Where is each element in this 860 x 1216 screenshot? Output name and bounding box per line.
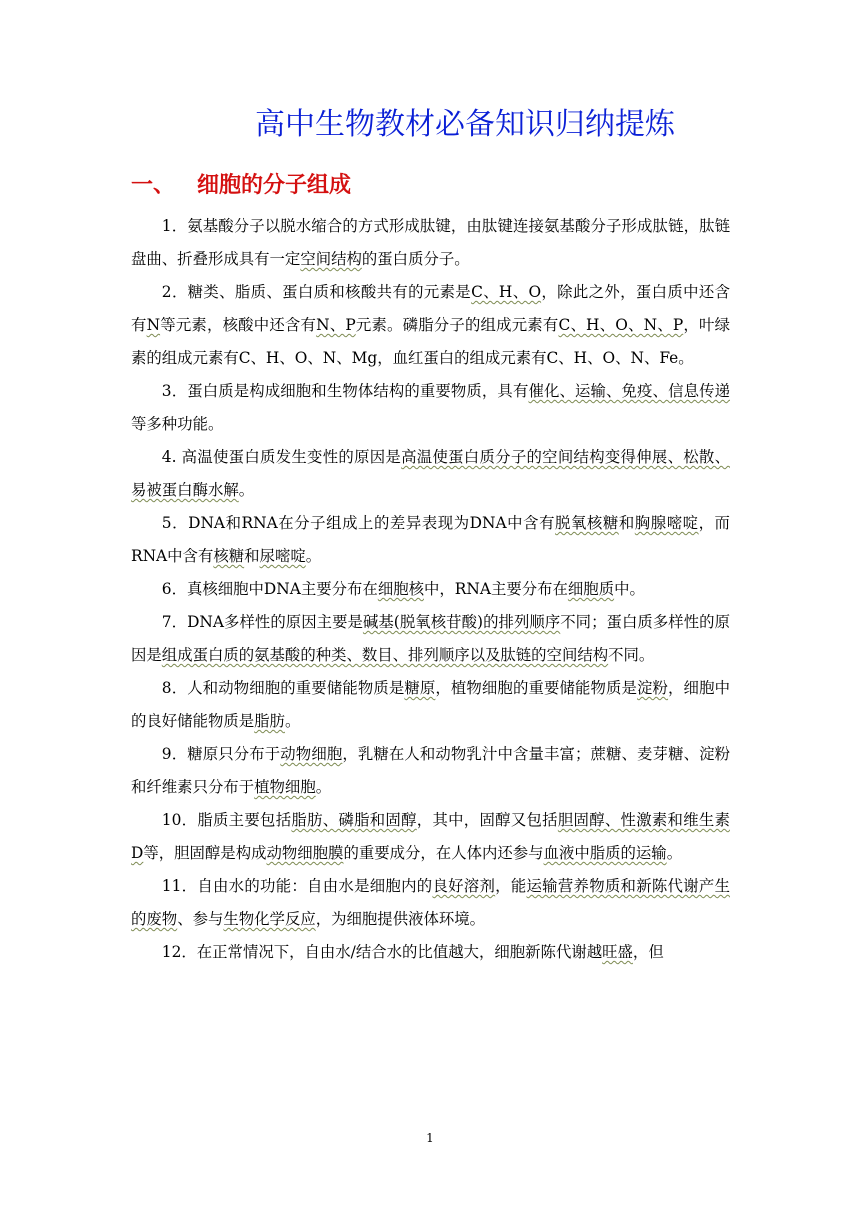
underlined-key-term: 脂肪 — [254, 712, 285, 730]
underlined-key-term: 尿嘧啶 — [259, 547, 306, 565]
paragraph-text: 4. 高温使蛋白质发生变性的原因是 — [161, 448, 402, 466]
paragraph-text: 9．糖原只分布于 — [161, 745, 281, 763]
paragraph-text: 等多种功能。 — [131, 415, 224, 433]
paragraph-text: 8．人和动物细胞的重要储能物质是 — [161, 679, 405, 697]
paragraph-text: 中。 — [614, 580, 645, 598]
underlined-key-term: 脱氧核糖 — [555, 514, 619, 532]
paragraph-text: ，而RNA中含有 — [131, 514, 730, 565]
paragraph-text: ，但 — [632, 943, 664, 961]
paragraph-text: 12．在正常情况下，自由水/结合水的比值越大，细胞新陈代谢越 — [161, 943, 603, 961]
underlined-key-term: 脂肪、磷脂和固醇 — [291, 811, 417, 829]
paragraph-text: 。 — [284, 712, 301, 730]
paragraph-text: 11．自由水的功能：自由水是细胞内的 — [161, 877, 433, 895]
paragraph-text: 等元素，核酸中还含有 — [160, 316, 317, 334]
underlined-key-term: 高温使蛋白质分子的空间结构变得伸展、松散、易被蛋白酶水解 — [131, 448, 730, 499]
page-number: 1 — [426, 1131, 434, 1145]
underlined-key-term: 碱基(脱氧核苷酸)的排列顺序 — [362, 613, 561, 631]
underlined-key-term: 糖原 — [404, 679, 436, 697]
underlined-key-term: N — [146, 316, 161, 334]
paragraph — [131, 441, 730, 507]
paragraph — [131, 507, 730, 573]
underlined-key-term: 运输营养物质和新陈代谢产生的废物 — [131, 877, 730, 928]
underlined-key-term: 细胞核 — [377, 580, 424, 598]
paragraph-text: 的蛋白质分子。 — [361, 250, 470, 268]
underlined-key-term: 胆固醇、性激素和维生素D — [131, 811, 730, 862]
paragraph-text: ，能 — [495, 877, 527, 895]
paragraph-text: 7．DNA多样性的原因主要是 — [161, 613, 363, 631]
section-title: 细胞的分子组成 — [197, 173, 352, 198]
paragraph-text: ，除此之外，蛋白质中还含有 — [131, 283, 730, 334]
paragraph — [131, 276, 730, 375]
paragraph-text: 不同；蛋白质多样性的原因是 — [131, 613, 730, 664]
underlined-key-term: 细胞质 — [567, 580, 615, 598]
paragraph-text: 6．真核细胞中DNA主要分布在 — [161, 580, 378, 598]
paragraph-text: 1．氨基酸分子以脱水缩合的方式形成肽键，由肽键连接氨基酸分子形成肽链，肽链盘曲、折叠形成具有一定 — [131, 217, 730, 268]
section-heading — [131, 166, 351, 206]
paragraph-text: 不同。 — [608, 646, 655, 664]
underlined-key-term: 催化、运输、免疫、信息传递 — [528, 382, 730, 400]
underlined-key-term: 核糖 — [213, 547, 245, 565]
paragraph — [131, 738, 730, 804]
underlined-key-term: 旺盛 — [602, 943, 633, 961]
paragraph-text: 。 — [238, 481, 255, 499]
paragraph — [131, 573, 730, 606]
paragraph-text: 和 — [244, 547, 260, 565]
underlined-key-term: 植物细胞 — [254, 778, 316, 796]
paragraph-text: ，其中，固醇又包括 — [416, 811, 558, 829]
underlined-key-term: N、P — [316, 316, 356, 334]
underlined-key-term: 空间结构 — [300, 250, 362, 268]
underlined-key-term: 动物细胞膜 — [266, 844, 344, 862]
paragraph-text: ，植物细胞的重要储能物质是 — [435, 679, 638, 697]
paragraph — [131, 804, 730, 870]
paragraph — [131, 606, 730, 672]
underlined-key-term: 组成蛋白质的氨基酸的种类、数目、排列顺序以及肽链的空间结构 — [161, 646, 609, 664]
underlined-key-term: 动物细胞 — [280, 745, 343, 763]
paragraph-text: 。 — [315, 778, 332, 796]
document-body — [131, 210, 730, 969]
underlined-key-term: C、H、O、N、P — [558, 316, 684, 334]
paragraph-text: 等，胆固醇是构成 — [143, 844, 267, 862]
paragraph-text: 、参与 — [177, 910, 224, 928]
paragraph-text: 3．蛋白质是构成细胞和生物体结构的重要物质，具有 — [161, 382, 529, 400]
paragraph-text: 的重要成分，在人体内还参与 — [343, 844, 544, 862]
paragraph-text: 10．脂质主要包括 — [161, 811, 292, 829]
paragraph-text: ，细胞中的良好储能物质是 — [131, 679, 730, 730]
paragraph-text: 。 — [305, 547, 322, 565]
paragraph — [131, 672, 730, 738]
paragraph-text: ，为细胞提供液体环境。 — [315, 910, 486, 928]
paragraph-text: 和 — [618, 514, 635, 532]
paragraph-text: 2．糖类、脂质、蛋白质和核酸共有的元素是 — [161, 283, 472, 301]
underlined-key-term: 胸腺嘧啶 — [634, 514, 699, 532]
underlined-key-term: C、H、O — [471, 283, 542, 301]
paragraph-text: 元素。磷脂分子的组成元素有 — [355, 316, 559, 334]
underlined-key-term: 血液中脂质的运输 — [543, 844, 667, 862]
underlined-key-term: 淀粉 — [637, 679, 669, 697]
paragraph-text: ，乳糖在人和动物乳汁中含量丰富；蔗糖、麦芽糖、淀粉和纤维素只分布于 — [131, 745, 730, 796]
paragraph — [131, 936, 730, 969]
underlined-key-term: 生物化学反应 — [223, 910, 316, 928]
document-title: 高中生物教材必备知识归纳提炼 — [255, 107, 675, 142]
underlined-key-term: 良好溶剂 — [432, 877, 496, 895]
paragraph — [131, 870, 730, 936]
section-number: 一、 — [131, 173, 176, 198]
paragraph-text: ，叶绿素的组成元素有C、H、O、N、Mg，血红蛋白的组成元素有C、H、O、N、Fe。 — [131, 316, 730, 367]
paragraph-text: 中，RNA主要分布在 — [424, 580, 568, 598]
paragraph — [131, 210, 730, 276]
paragraph-text: 。 — [666, 844, 683, 862]
paragraph — [131, 375, 730, 441]
paragraph-text: 5．DNA和RNA在分子组成上的差异表现为DNA中含有 — [161, 514, 556, 532]
